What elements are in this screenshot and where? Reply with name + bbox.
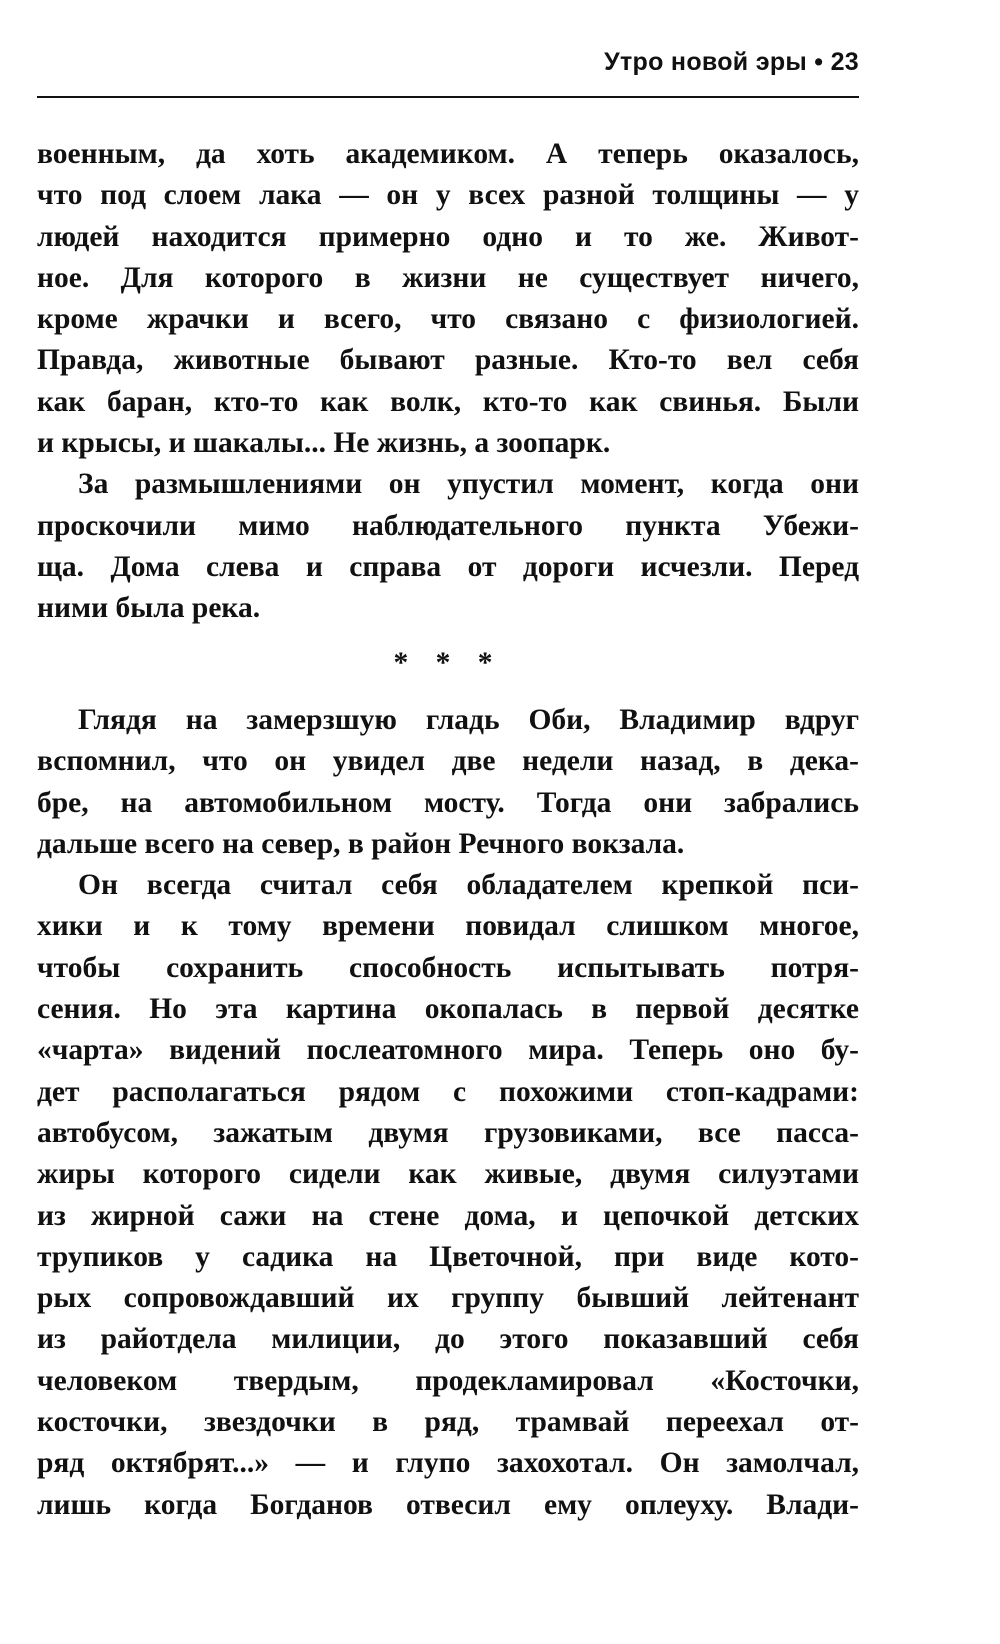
text-line: косточки, звездочки в ряд, трамвай переехал от- <box>37 1406 859 1439</box>
text-line: сения. Но эта картина окопалась в первой десятке <box>37 993 859 1026</box>
paragraph-start-line: За размышлениями он упустил момент, когда они <box>78 468 859 501</box>
paragraph-start-line: Он всегда считал себя обладателем крепкой пси- <box>78 869 859 902</box>
text-line: военным, да хоть академиком. А теперь оказалось, <box>37 138 859 170</box>
text-line: дет располагаться рядом с похожими стоп-кадрами: <box>37 1075 859 1108</box>
text-line: как баран, кто-то как волк, кто-то как свинья. Были <box>37 385 859 418</box>
text-line: людей находится примерно одно и то же. Живот- <box>37 220 859 253</box>
text-line: «чарта» видений послеатомного мира. Теперь оно бу- <box>37 1034 859 1067</box>
header-rule <box>37 96 859 98</box>
text-block-2 <box>37 700 859 1526</box>
text-line: Правда, животные бывают разные. Кто-то вел себя <box>37 344 859 377</box>
text-line: проскочили мимо наблюдательного пункта Убежи- <box>37 509 859 542</box>
text-line: автобусом, зажатым двумя грузовиками, все пасса- <box>37 1116 859 1149</box>
text-line: рых сопровождавший их группу бывший лейтенант <box>37 1282 859 1315</box>
text-line: ное. Для которого в жизни не существует ничего, <box>37 261 859 294</box>
text-line: лишь когда Богданов отвесил ему оплеуху. Влади- <box>37 1488 859 1521</box>
running-header: Утро новой эры • 23 <box>604 48 859 76</box>
section-separator: * * * <box>393 647 503 679</box>
text-line: жиры которого сидели как живые, двумя силуэтами <box>37 1158 859 1191</box>
text-line: и крысы, и шакалы... Не жизнь, а зоопарк. <box>37 427 611 460</box>
text-line: что под слоем лака — он у всех разной толщины — у <box>37 179 859 212</box>
text-line: чтобы сохранить способность испытывать потря- <box>37 951 859 984</box>
paragraph-start-line: Глядя на замерзшую гладь Оби, Владимир вдруг <box>78 704 859 736</box>
text-line: ряд октябрят...» — и глупо захохотал. Он замолчал, <box>37 1447 859 1480</box>
text-line: из райотдела милиции, до этого показавший себя <box>37 1323 859 1356</box>
text-line: дальше всего на север, в район Речного вокзала. <box>37 827 685 860</box>
text-line: хики и к тому времени повидал слишком многое, <box>37 910 859 943</box>
text-line: трупиков у садика на Цветочной, при виде кото- <box>37 1240 859 1273</box>
text-line: кроме жрачки и всего, что связано с физиологией. <box>37 303 859 336</box>
text-line: человеком твердым, продекламировал «Косточки, <box>37 1364 859 1397</box>
text-line: ними была река. <box>37 592 261 625</box>
text-line: вспомнил, что он увидел две недели назад, в дека- <box>37 745 859 778</box>
text-line: ща. Дома слева и справа от дороги исчезли. Перед <box>37 550 859 583</box>
text-block-1 <box>37 134 859 630</box>
text-line: бре, на автомобильном мосту. Тогда они забрались <box>37 786 859 819</box>
text-line: из жирной сажи на стене дома, и цепочкой детских <box>37 1199 859 1232</box>
